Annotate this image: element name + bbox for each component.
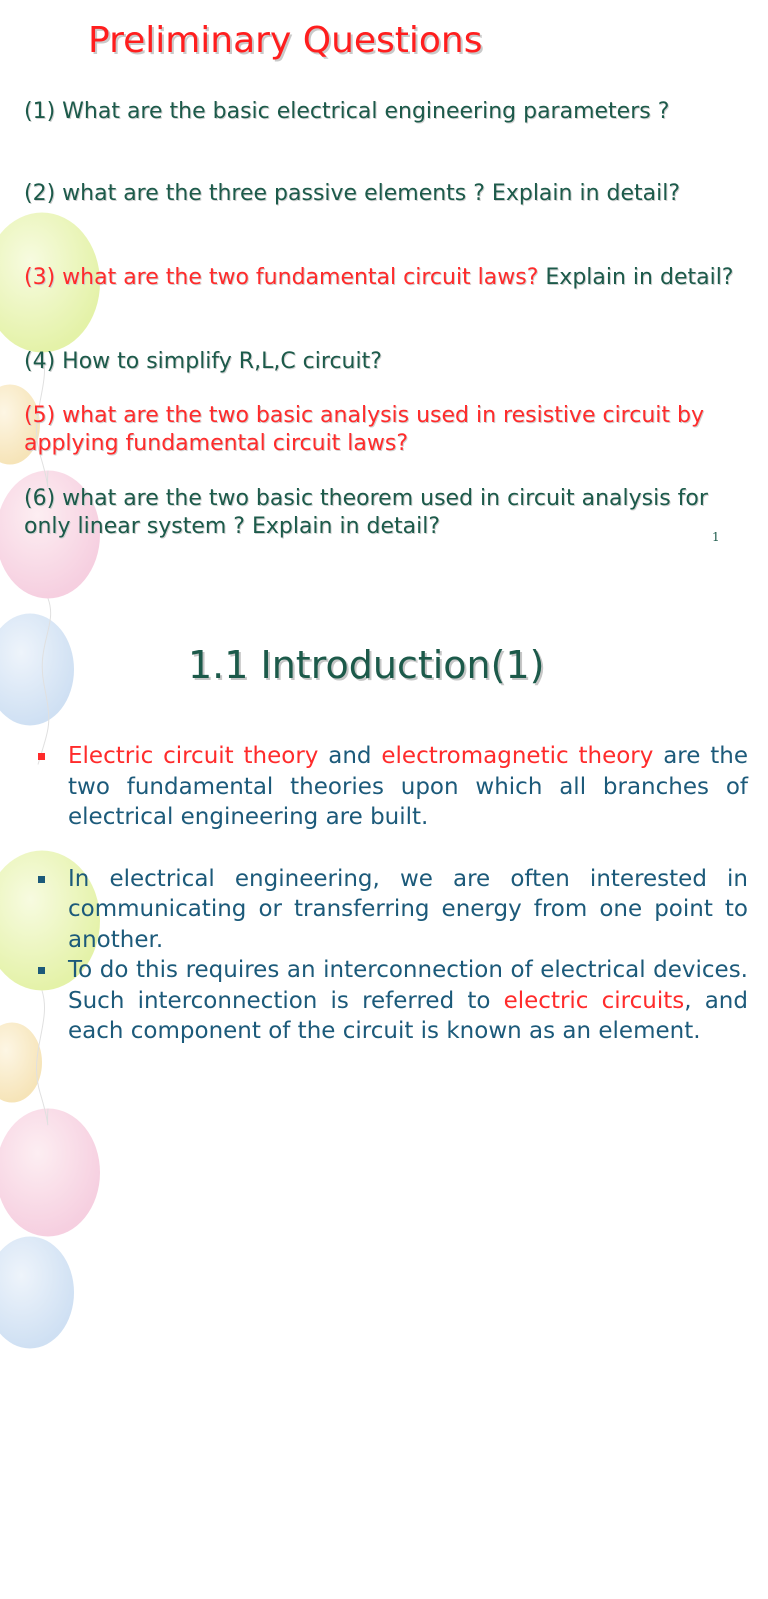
balloon-blue: [0, 1237, 74, 1349]
bullet-marker: [38, 753, 45, 760]
bullet-item: [38, 741, 748, 833]
page-number: 1: [712, 530, 720, 544]
balloons-background: [0, 575, 768, 1599]
question-3-highlight: (3) what are the two fundamental circuit laws?: [24, 265, 539, 290]
balloon-peach: [0, 1023, 42, 1103]
balloon-pink: [0, 1109, 100, 1237]
slide-introduction: [0, 575, 768, 1044]
bullet-text: , and each component of the circuit is known as an element.: [68, 987, 748, 1044]
slide-title: Preliminary Questions: [88, 20, 483, 61]
slide-title: 1.1 Introduction(1): [188, 643, 545, 687]
bullet-list: [38, 741, 748, 1047]
bullet-item: [38, 864, 748, 956]
question-2: (2) what are the three passive elements ? Explain in detail?: [24, 181, 681, 206]
bullet-highlight: Electric circuit theory: [68, 743, 319, 769]
slide-preliminary-questions: [0, 0, 768, 575]
bullet-marker: [38, 876, 45, 883]
question-1: (1) What are the basic electrical engineering parameters ?: [24, 99, 670, 124]
bullet-item: [38, 955, 748, 1047]
question-4: (4) How to simplify R,L,C circuit?: [24, 349, 382, 374]
bullet-text: are the two fundamental theories upon which all branches of electrical engineering are built.: [68, 743, 748, 830]
bullet-text: In electrical engineering, we are often interested in communicating or transferring energy from one point to another.: [68, 865, 748, 953]
question-6: (6) what are the two basic theorem used in circuit analysis for only linear system ? Explain in detail?: [24, 486, 708, 539]
question-3: [24, 264, 754, 292]
bullet-highlight: electric circuits: [503, 987, 685, 1014]
question-3-rest: Explain in detail?: [538, 265, 734, 290]
bullet-marker: [38, 967, 45, 974]
bullet-highlight: electromagnetic theory: [381, 743, 654, 769]
bullet-text: and: [318, 743, 382, 769]
question-5: (5) what are the two basic analysis used in resistive circuit by applying fundamental circuit laws?: [24, 403, 705, 456]
bullet-text: To do this requires an interconnection of electrical devices. Such interconnection is referred to: [68, 957, 748, 1014]
